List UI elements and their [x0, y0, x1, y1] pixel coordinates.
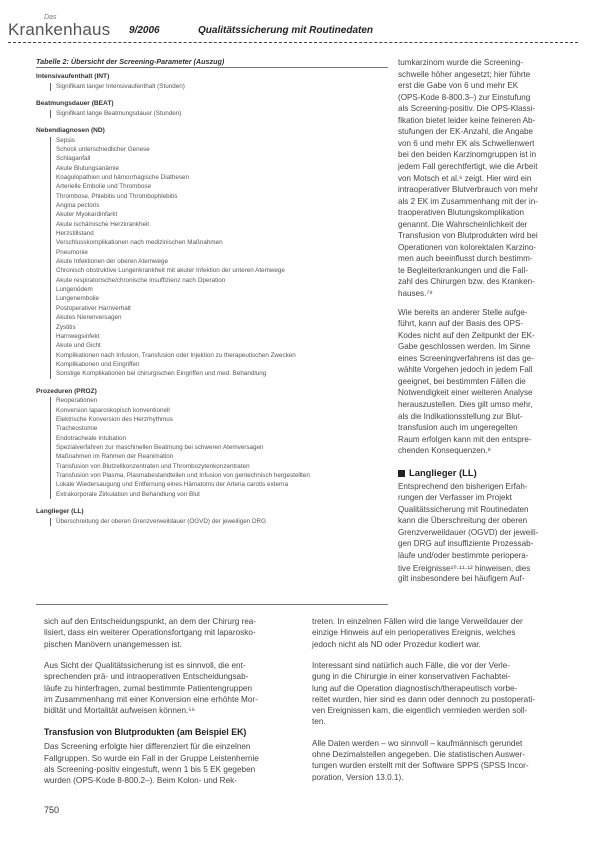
section-square-icon [398, 470, 405, 477]
body-text-line: bidität und Mortalität aufweisen können.⁵⁶ [44, 706, 196, 716]
table-row: Lungenembolie [56, 295, 100, 303]
table-row: Postoperativer Harnverhalt [56, 304, 131, 312]
section-bracket [50, 397, 51, 499]
right-text-line: (OPS-Kode 8-800.3–) zur Einstufung [398, 92, 531, 102]
table-row: Tracheostomie [56, 425, 98, 433]
right-text-line: führt, kann auf der Basis des OPS- [398, 319, 524, 329]
body-text-line: ohne Dezimalstellen angegeben. Die statistischen Auswer- [312, 750, 525, 759]
issue-number: 9/2006 [129, 25, 160, 36]
table-row: Pneumonie [56, 248, 88, 256]
table-row: Transfusion von Blutzellkonzentraten und Thrombozytenkonzentraten [56, 462, 250, 470]
table-row: Lokale Wiedersaugung und Entfernung eines Hämatoms der Arteria carotis externa [56, 481, 289, 489]
right-text-line: Kodes nicht auf den Zeitpunkt der EK- [398, 330, 535, 340]
body-text-line: tungen wurden erstellt mit der Software SPPS (SPSS Incor- [312, 761, 529, 771]
table-section-title: Langlieger (LL) [36, 508, 84, 516]
table-row: Akute respiratorische/chronische Insuffizienz nach Operation [56, 276, 226, 284]
screening-table [36, 57, 388, 604]
journal-logo: Krankenhaus [8, 20, 111, 39]
table-row: Akute Infektionen der oberen Atemwege [56, 258, 169, 266]
table-row: Akutes Nierenversagen [56, 314, 122, 322]
table-row: Akute und Gicht [56, 342, 101, 350]
section-bracket [50, 137, 51, 379]
right-text-line: tive Ereignisse¹⁰·¹¹·¹² hinweisen, dies [398, 563, 531, 573]
table-section-title: Beatmungsdauer (BEAT) [36, 99, 114, 107]
right-text-line: jedem Fall gerechtfertigt, wie die Arbeit [398, 161, 538, 171]
body-text-line: pischen Manövern unangemessen ist. [44, 639, 182, 649]
body-text-line: jedoch nicht als ND oder Prozedur kodiert war. [312, 639, 481, 649]
table-row: Überschreitung der oberen Grenzverweildauer (OGVD) der jeweiligen DRG [56, 517, 266, 525]
right-text-line: Notwendigkeit einer weiteren Analyse [398, 388, 533, 398]
body-text-line: Alle Daten werden – wo sinnvoll – kaufmännisch gerundet [312, 738, 523, 748]
right-text-line: zahl des Chirurgen bzw. des Kranken- [398, 277, 535, 287]
table-row: Zystitis [56, 323, 76, 331]
right-text-line: als Screening-positiv. Die OPS-Klassi- [398, 104, 536, 114]
table-section-title: Nebendiagnosen (ND) [36, 126, 105, 134]
right-text-line: Transfusion von Blutprodukten wird bei [398, 231, 538, 241]
body-text-line: ten. [312, 717, 326, 727]
body-text-line: Fallgruppen. So wurde ein Fall in der Gruppe Leistenhernie [44, 753, 259, 763]
table-section-title: Prozeduren (PROZ) [36, 387, 97, 395]
right-text-line: von 6 und mehr EK als Schwellenwert [398, 138, 535, 148]
table-row: Koagulopathien und hämorrhagische Diathesen [56, 173, 190, 181]
body-text-line: Aus Sicht der Qualitätssicherung ist es sinnvoll, die ent- [44, 660, 246, 670]
page-number: 750 [44, 805, 60, 815]
table-row: Elektrische Konversion des Herzrhythmus [56, 415, 173, 423]
body-text-line: sprechenden prä- und intraoperativen Entscheidungsab- [44, 672, 249, 682]
right-text-line: traoperativen Blutungskomplikation [398, 208, 524, 218]
table-row: Herzstillstand [56, 230, 94, 237]
right-text-line: fikation bietet leider keine feineren Ab- [398, 115, 536, 125]
right-text-line: stufungen der EK-Anzahl, die Angabe [398, 127, 533, 137]
table-row: Sepsis [56, 136, 75, 144]
right-text-line: gilt insbesondere bei häufigem Auf- [398, 574, 525, 584]
body-text-line: Interessant sind natürlich auch Fälle, die vor der Verle- [312, 660, 510, 670]
table-row: Akute Blutungsanämie [56, 164, 120, 172]
right-text-line: chenden Konsequenzen.⁸ [398, 446, 491, 456]
body-text-line: einzige Hinweis auf ein perioperatives Ereignis, welches [312, 628, 516, 638]
right-text-line: läufe und/oder bestimmte periopera- [398, 551, 529, 560]
right-text-line: wählte Vorgehen jedoch in jedem Fall [398, 365, 533, 375]
body-text-line: reitet wurden, hier sind es dann oder dennoch zu postoperati- [312, 694, 536, 704]
table-caption: Tabelle 2: Übersicht der Screening-Parameter (Auszug) [36, 57, 225, 66]
table-row: Komplikationen nach Infusion, Transfusion oder Injektion zu therapeutischen Zwecken [56, 351, 296, 359]
right-text-line: rungen der Verfasser im Projekt [398, 493, 512, 503]
body-text-line: poration, Version 13.0.1). [312, 772, 404, 782]
right-text-line: Operationen von kolorektalen Karzino- [398, 242, 537, 252]
table-row: Chronisch obstruktive Lungenkrankheit mit akuter Infektion der unteren Atemwege [56, 267, 285, 275]
section-bracket [50, 110, 51, 118]
body-text-line: lisiert, dass ein weiterer Operationsfortgang mit laparosko- [44, 628, 256, 638]
right-text-line: hauses.⁷⁹ [398, 289, 433, 298]
table-section-title: Intensivaufenthalt (INT) [36, 73, 110, 80]
right-text-line: herauszustellen. Dies gilt umso mehr, [398, 399, 533, 409]
header-divider [8, 42, 578, 44]
right-text-line: schwelle höher angesetzt; hier führte [398, 69, 531, 79]
right-text-line: intraoperativer Blutverbrauch von mehr [398, 185, 538, 195]
section-bracket [50, 518, 51, 526]
body-text-line: sich auf den Entscheidungspunkt, an dem der Chirurg rea- [44, 617, 257, 626]
body-text-line: ven Ereignissen kam, die eigentlich vermieden werden soll- [312, 706, 528, 716]
page-header [8, 14, 588, 44]
right-text-line: tumkarzinom wurde die Screening- [398, 58, 524, 67]
right-text-line: Wie bereits an anderer Stelle aufge- [398, 307, 528, 317]
right-text-line: transfusion auch im ungeregelten [398, 423, 518, 433]
section-heading-langlieger: Langlieger (LL) [409, 466, 477, 478]
right-text-line: kann die Überschreitung der oberen [398, 516, 528, 526]
right-text-line: Grenzverweildauer (OGVD) der jeweili- [398, 527, 539, 537]
brand-prefix: Das [44, 14, 57, 21]
table-bottom-rule [36, 604, 388, 605]
table-row: Endotracheale Intubation [56, 434, 127, 442]
right-text-line: genannt. Die Wahrscheinlichkeit der [398, 219, 528, 229]
table-row: Signifikant langer Intensivaufenthalt (Stunden) [56, 82, 185, 90]
body-text-line: als Screening-positiv eingestuft, wenn 1 bis 5 EK gegeben [44, 765, 256, 774]
table-row: Schlaganfall [56, 155, 91, 163]
right-text-line: als die Indikationsstellung zur Blut- [398, 411, 523, 421]
table-row: Reoperationen [56, 397, 98, 405]
table-row: Extrakorporale Zirkulation und Behandlung von Blut [56, 490, 200, 498]
body-text-line: wurden (OPS-Kode 8-800.2–). Beim Kolon- und Rek- [44, 776, 237, 786]
running-title: Qualitätssicherung mit Routinedaten [198, 25, 374, 36]
table-row: Spezialverfahren zur maschinellen Beatmung bei schweren Atemversagen [56, 443, 264, 451]
body-text-line: treten. In einzelnen Fällen wird die lange Verweildauer der [312, 617, 523, 626]
right-text-line: erst die Gabe von 6 und mehr EK [398, 81, 519, 91]
body-text-line: Das Screening erfolgte hier differenziert für die einzelnen [44, 742, 251, 752]
table-top-rule [36, 67, 388, 68]
right-text-line: von Motsch et al.⁶ zeigt. Hier wird ein [398, 173, 532, 183]
body-text-line: lung auf die Operation diagnostisch/therapeutisch vorbe- [312, 683, 518, 693]
table-row: Arterielle Embolie und Thrombose [56, 183, 152, 191]
right-text-line: men auch beeinflusst durch bestimm- [398, 254, 533, 264]
table-row: Konversion laparoskopisch konventionell [56, 406, 170, 414]
right-text-line: geeignet, bei bestimmten Fällen die [398, 376, 526, 386]
table-row: Komplikationen und Eingriffen [56, 360, 140, 368]
table-row: Schock unterschiedlicher Genese [56, 145, 150, 153]
right-text-line: te Begleiterkrankungen und die Fall- [398, 265, 529, 275]
table-row: Sonstige Komplikationen bei chirurgischen Eingriffen und med. Behandlung [56, 370, 267, 378]
table-row: Thrombose, Phlebitis und Thrombophlebitis [56, 192, 178, 200]
right-text-line: gen DRG auf insuffiziente Prozessab- [398, 539, 534, 549]
table-row: Akuter Myokardinfarkt [56, 211, 118, 219]
table-row: Angina pectoris [56, 201, 100, 209]
right-text-line: bei den beiden Karzinomgruppen ist in [398, 150, 537, 160]
table-row: Harnwegsinfekt [56, 332, 100, 340]
body-text-line: gung in die Chirurgie in einer konservativen Fachabtei- [312, 672, 511, 682]
right-text-line: eines Screeningverfahrens ist das ge- [398, 353, 534, 363]
right-text-line: Qualitätssicherung mit Routinedaten [398, 504, 529, 514]
section-heading-transfusion: Transfusion von Blutprodukten (am Beispiel EK) [44, 727, 247, 738]
table-row: Maßnahmen im Rahmen der Reanimation [56, 453, 174, 461]
right-text-line: als 2 EK im Zusammenhang mit der in- [398, 196, 538, 206]
table-row: Signifikant lange Beatmungsdauer (Stunden) [56, 109, 182, 117]
body-text-line: im Zusammenhang mit einer Konversion eine erhöhte Mor- [44, 694, 258, 704]
right-text-line: Entsprechend den bisherigen Erfah- [398, 481, 528, 491]
table-row: Transfusion von Plasma, Plasmabestandteilen und Infusion von gentechnisch hergestellten [56, 472, 310, 479]
table-row: Lungenödem [56, 286, 93, 294]
right-text-line: Raum erfolgen kann mit den entspre- [398, 434, 532, 444]
right-text-line: Gabe geschlossen werden. Im Sinne [398, 342, 531, 352]
section-bracket [50, 83, 51, 91]
body-text-line: läufe zu hinterfragen, zumal bestimmte Patientengruppen [44, 683, 252, 693]
table-row: Akute ischämische Herzkrankheit [56, 220, 150, 228]
table-row: Verschlusskomplikationen nach medizinischen Maßnahmen [56, 239, 223, 247]
